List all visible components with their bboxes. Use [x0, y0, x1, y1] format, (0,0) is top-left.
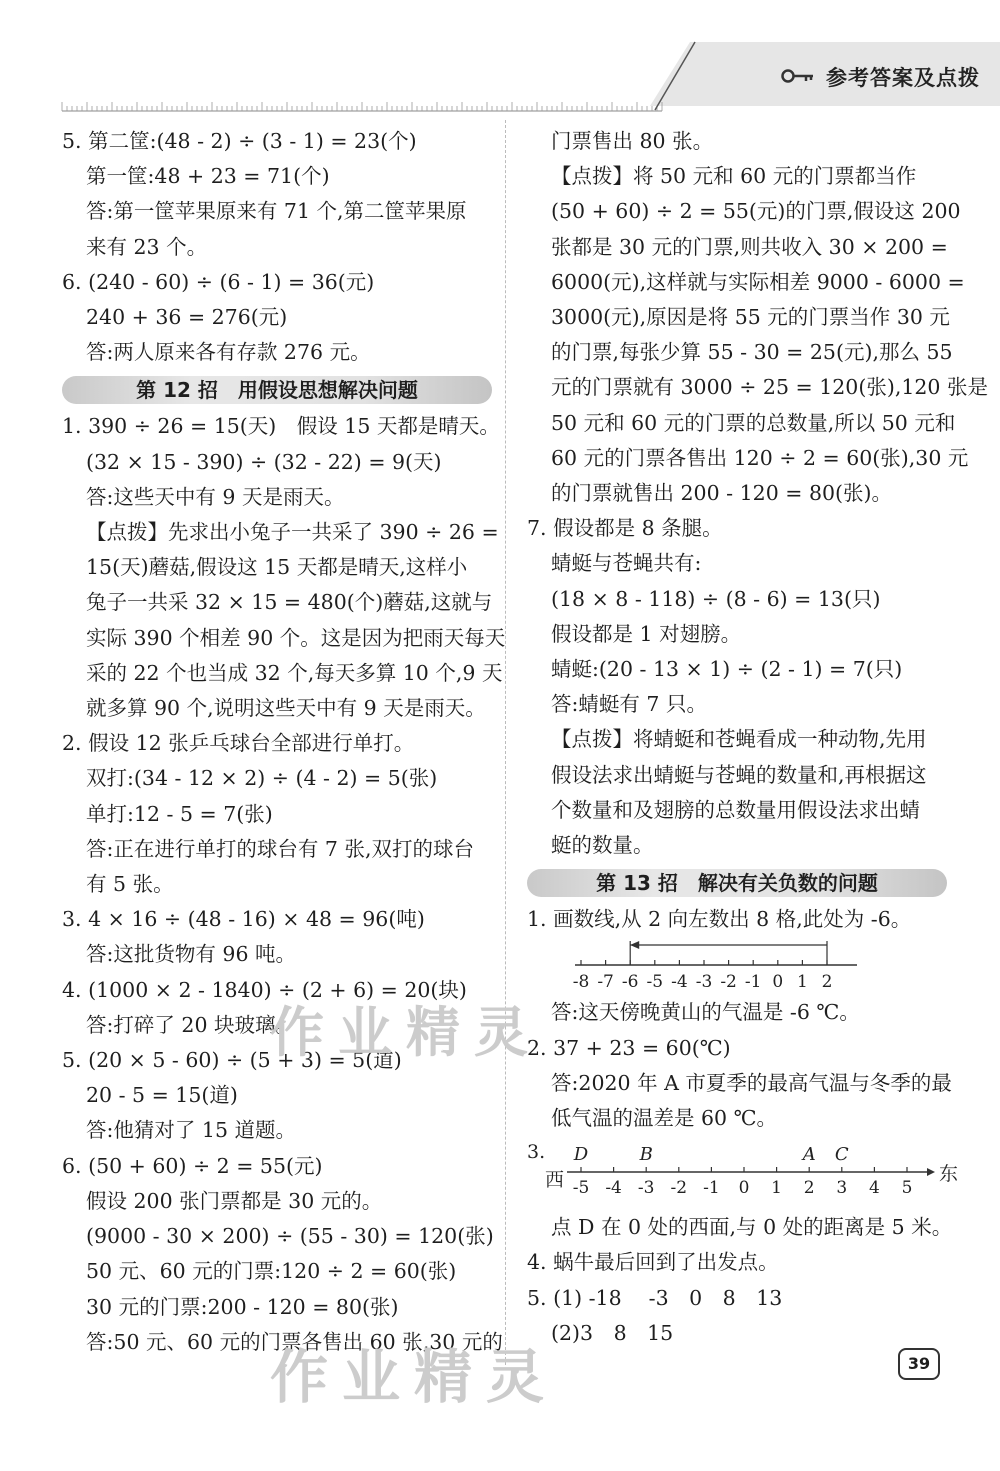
answer-line: 答:这批货物有 96 吨。	[86, 942, 297, 967]
answer-line: 答:正在进行单打的球台有 7 张,双打的球台	[86, 836, 474, 861]
text-line: 240 + 36 = 276(元)	[86, 305, 288, 330]
number-line-label: -8	[572, 972, 590, 993]
text-line: 低气温的温差是 60 ℃。	[551, 1106, 778, 1131]
number-line-label: 3	[836, 1178, 848, 1199]
text-line: 1. 390 ÷ 26 = 15(天) 假设 15 天都是晴天。	[62, 414, 500, 439]
header-slash	[640, 40, 700, 112]
point-label-a: A	[802, 1144, 816, 1166]
number-line-label: -2	[670, 1178, 688, 1199]
number-line-label: 1	[771, 1178, 783, 1199]
page-number: 39	[898, 1348, 940, 1380]
section-heading-text: 第 12 招 用假设思想解决问题	[136, 378, 418, 403]
point-label-c: C	[834, 1144, 849, 1166]
number-line-1	[527, 937, 947, 995]
text-line: 第一筐:48 + 23 = 71(个)	[86, 164, 330, 189]
column-divider	[505, 120, 506, 1365]
watermark-text: 作业精灵	[270, 1001, 542, 1064]
answer-line: 答:这天傍晚黄山的气温是 -6 ℃。	[551, 1000, 860, 1025]
text-line: 3000(元),原因是将 55 元的门票当作 30 元	[551, 305, 950, 330]
text-line: 【点拨】将蜻蜓和苍蝇看成一种动物,先用	[551, 727, 927, 752]
text-line: 门票售出 80 张。	[551, 129, 714, 153]
text-line: 来有 23 个。	[86, 234, 208, 259]
text-line: 蜻蜓:(20 - 13 × 1) ÷ (2 - 1) = 7(只)	[551, 657, 903, 682]
number-line-svg	[527, 937, 927, 995]
text-line: (18 × 8 - 118) ÷ (8 - 6) = 13(只)	[551, 586, 881, 611]
number-line-2	[527, 1136, 959, 1210]
section-heading	[527, 867, 947, 899]
answer-line: 答:他猜对了 15 道题。	[86, 1118, 297, 1143]
header-ruler	[62, 100, 662, 112]
number-line-label: 2	[821, 972, 833, 993]
text-line: 【点拨】先求出小兔子一共采了 390 ÷ 26 =	[86, 520, 499, 545]
text-line: 的门票,每张少算 55 - 30 = 25(元),那么 55	[551, 340, 953, 365]
text-line: 的门票就售出 200 - 120 = 80(张)。	[551, 481, 893, 506]
text-line: 5. (20 × 5 - 60) ÷ (5 + 3) = 5(道)	[62, 1048, 402, 1073]
section-heading	[62, 374, 492, 406]
text-line: (2)3 8 15	[551, 1320, 674, 1345]
text-line: 2. 假设 12 张乒乓球台全部进行单打。	[62, 731, 415, 756]
east-label: 东	[939, 1163, 959, 1186]
text-line: 5. (1) -18 -3 0 8 13	[527, 1285, 783, 1310]
answer-line: 答:两人原来各有存款 276 元。	[86, 340, 371, 365]
text-line: 蜓的数量。	[551, 833, 654, 858]
answer-line: 答:打碎了 20 块玻璃。	[86, 1012, 297, 1037]
answer-line: 答:2020 年 A 市夏季的最高气温与冬季的最	[551, 1070, 952, 1095]
text-line: 采的 22 个也当成 32 个,每天多算 10 个,9 天	[86, 660, 503, 685]
watermark-text: 作业精灵	[270, 1343, 559, 1411]
text-line: 50 元和 60 元的门票的总数量,所以 50 元和	[551, 410, 956, 435]
text-line: 4. (1000 × 2 - 1840) ÷ (2 + 6) = 20(块)	[62, 977, 467, 1002]
text-line: 点 D 在 0 处的西面,与 0 处的距离是 5 米。	[551, 1215, 953, 1240]
number-line-label: 2	[803, 1178, 815, 1199]
number-line-label: -4	[671, 972, 688, 993]
point-label-b: B	[639, 1144, 653, 1166]
number-line-label: -7	[597, 972, 614, 993]
text-line: 4. 蜗牛最后回到了出发点。	[527, 1250, 779, 1275]
text-line: (9000 - 30 × 200) ÷ (55 - 30) = 120(张)	[86, 1224, 494, 1249]
text-line: 6. (240 - 60) ÷ (6 - 1) = 36(元)	[62, 269, 375, 294]
text-line: 15(天)蘑菇,假设这 15 天都是晴天,这样小	[86, 555, 468, 580]
number-line-label: 0	[738, 1178, 750, 1199]
number-line-label: 1	[796, 972, 808, 993]
text-line: 双打:(34 - 12 × 2) ÷ (4 - 2) = 5(张)	[86, 766, 438, 791]
answer-line: 答:第一筐苹果原来有 71 个,第二筐苹果原	[86, 199, 467, 224]
text-line: 1. 画数线,从 2 向左数出 8 格,此处为 -6。	[527, 907, 912, 932]
number-line-label: -5	[646, 972, 664, 993]
number-line-label: -4	[605, 1178, 622, 1199]
text-line: 60 元的门票各售出 120 ÷ 2 = 60(张),30 元	[551, 445, 969, 470]
item-number: 3.	[527, 1141, 546, 1164]
number-line-label: 5	[901, 1178, 913, 1199]
axis-arrow-head	[927, 1168, 935, 1176]
number-line-label: -3	[637, 1178, 655, 1199]
point-label-d: D	[573, 1144, 589, 1166]
number-line-label: -5	[572, 1178, 590, 1199]
left-column	[62, 124, 506, 1360]
text-line: 假设都是 1 对翅膀。	[551, 621, 742, 646]
text-line: 7. 假设都是 8 条腿。	[527, 516, 723, 541]
number-line-label: -1	[703, 1178, 720, 1199]
west-label: 西	[545, 1169, 565, 1192]
text-line: 【点拨】将 50 元和 60 元的门票都当作	[551, 164, 917, 189]
number-line-label: -2	[720, 972, 737, 993]
text-line: 30 元的门票:200 - 120 = 80(张)	[86, 1294, 399, 1319]
answer-line: 答:这些天中有 9 天是雨天。	[86, 484, 345, 509]
text-line: 有 5 张。	[86, 872, 174, 897]
text-line: 20 - 5 = 15(道)	[86, 1083, 238, 1108]
key-icon	[780, 68, 816, 84]
section-heading-text: 第 13 招 解决有关负数的问题	[596, 871, 878, 896]
text-line: 实际 390 个相差 90 个。这是因为把雨天每天	[86, 625, 506, 650]
text-line: 假设 200 张门票都是 30 元的。	[86, 1188, 383, 1213]
number-line-label: -6	[621, 972, 639, 993]
text-line: 假设法求出蜻蜓与苍蝇的数量和,再根据这	[551, 762, 927, 787]
text-line: 3. 4 × 16 ÷ (48 - 16) × 48 = 96(吨)	[62, 907, 425, 932]
text-line: (32 × 15 - 390) ÷ (32 - 22) = 9(天)	[86, 449, 442, 474]
text-line: 5. 第二筐:(48 - 2) ÷ (3 - 1) = 23(个)	[62, 129, 417, 153]
arrow-head	[630, 941, 639, 949]
page-header	[0, 0, 1000, 110]
text-line: 6000(元),这样就与实际相差 9000 - 6000 =	[551, 269, 965, 294]
number-line-svg	[527, 1136, 959, 1210]
answer-line: 答:蜻蜓有 7 只。	[551, 692, 707, 717]
text-line: 50 元、60 元的门票:120 ÷ 2 = 60(张)	[86, 1259, 457, 1284]
header-title: 参考答案及点拨	[826, 66, 980, 90]
number-line-label: 4	[868, 1178, 880, 1199]
number-line-label: -3	[695, 972, 713, 993]
text-line: 元的门票就有 3000 ÷ 25 = 120(张),120 张是	[551, 375, 988, 400]
text-line: 兔子一共采 32 × 15 = 480(个)蘑菇,这就与	[86, 590, 493, 615]
text-line: 就多算 90 个,说明这些天中有 9 天是雨天。	[86, 696, 486, 721]
text-line: 蜻蜓与苍蝇共有:	[551, 551, 702, 576]
text-line: 2. 37 + 23 = 60(℃)	[527, 1035, 731, 1060]
text-line: (50 + 60) ÷ 2 = 55(元)的门票,假设这 200	[551, 199, 961, 224]
answer-line: 答:50 元、60 元的门票各售出 60 张,30 元的	[86, 1329, 503, 1354]
number-line-label: -1	[744, 972, 762, 993]
text-line: 张都是 30 元的门票,则共收入 30 × 200 =	[551, 234, 948, 259]
text-line: 6. (50 + 60) ÷ 2 = 55(元)	[62, 1153, 323, 1178]
text-line: 单打:12 - 5 = 7(张)	[86, 801, 273, 826]
right-column	[527, 124, 988, 1351]
text-line: 个数量和及翅膀的总数量用假设法求出蜻	[551, 797, 920, 822]
number-line-label: 0	[772, 972, 784, 993]
